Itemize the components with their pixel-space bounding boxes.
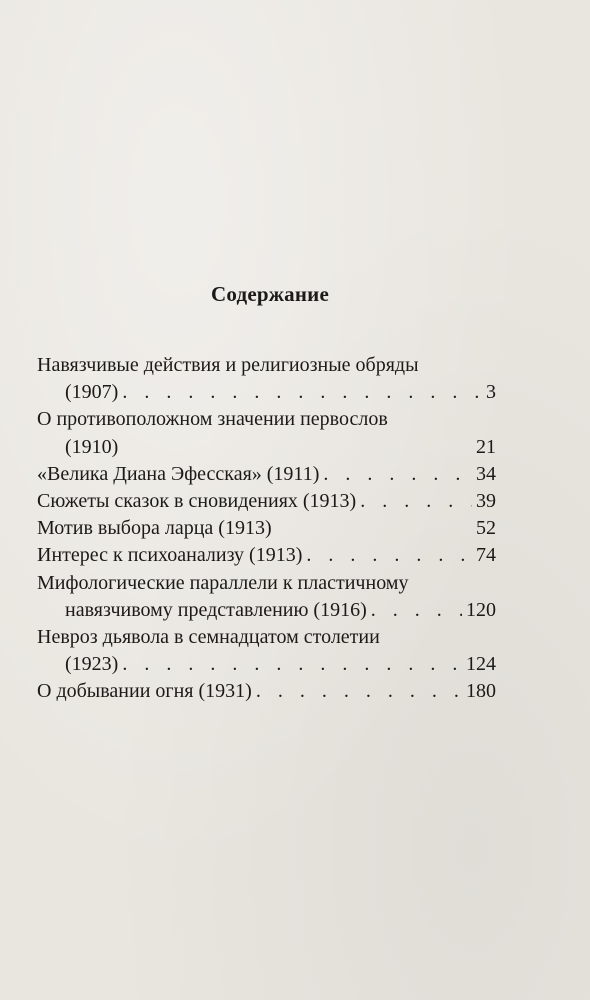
toc-entry-title: Невроз дьявола в семнадцатом столетии — [37, 626, 380, 649]
toc-line — [37, 624, 496, 651]
toc-page-number: 120 — [466, 598, 496, 621]
toc-line — [37, 434, 496, 461]
dot-leader — [122, 651, 462, 678]
toc-entry — [37, 570, 496, 624]
toc-page-number: 52 — [476, 517, 496, 540]
toc-page-number: 74 — [476, 544, 496, 567]
toc-entry — [37, 488, 496, 515]
toc-line — [37, 406, 496, 433]
page-title: Содержание — [211, 282, 329, 306]
toc-entry — [37, 461, 496, 488]
toc-entry-title-continued: (1923) — [65, 653, 119, 676]
toc-line — [37, 651, 496, 678]
toc-page-number: 39 — [476, 490, 496, 513]
toc-entry-title: Сюжеты сказок в сновидениях (1913) — [37, 490, 357, 513]
toc-entry-title: Мотив выбора ларца (1913) — [37, 517, 272, 540]
table-of-contents — [37, 352, 496, 706]
dot-leader — [360, 488, 472, 515]
toc-line — [37, 379, 496, 406]
toc-page-number: 124 — [466, 653, 496, 676]
dot-leader — [323, 461, 472, 488]
toc-line — [37, 678, 496, 705]
dot-leader — [122, 379, 482, 406]
toc-entry-title: Навязчивые действия и религиозные обряды — [37, 354, 419, 376]
toc-page-number: 180 — [466, 680, 496, 703]
toc-entry-title: Интерес к психоанализу (1913) — [37, 544, 303, 567]
toc-entry — [37, 542, 496, 569]
toc-entry-title: О противоположном значении первослов — [37, 408, 388, 431]
toc-line — [37, 597, 496, 624]
dot-leader — [371, 597, 462, 624]
dot-leader — [256, 678, 462, 705]
toc-entry-title: О добывании огня (1931) — [37, 680, 252, 703]
toc-line — [37, 515, 496, 542]
toc-entry-title-continued: (1907) — [65, 381, 119, 404]
toc-line — [37, 570, 496, 597]
toc-entry-title-continued: (1910) — [65, 435, 119, 458]
toc-entry — [37, 352, 496, 406]
toc-line — [37, 352, 496, 379]
toc-entry-title: «Велика Диана Эфесская» (1911) — [37, 462, 320, 485]
toc-entry — [37, 515, 496, 542]
toc-page-number: 34 — [476, 462, 496, 485]
toc-line — [37, 461, 496, 488]
toc-line — [37, 542, 496, 569]
toc-entry — [37, 678, 496, 705]
toc-page-number: 3 — [486, 381, 496, 404]
dot-leader — [306, 542, 472, 569]
toc-entry-title: Мифологические параллели к пластичному — [37, 571, 409, 594]
toc-page-number: 21 — [476, 435, 496, 458]
toc-line — [37, 488, 496, 515]
toc-entry — [37, 406, 496, 460]
toc-entry-title-continued: навязчивому представлению (1916) — [65, 598, 367, 621]
toc-entry — [37, 624, 496, 678]
